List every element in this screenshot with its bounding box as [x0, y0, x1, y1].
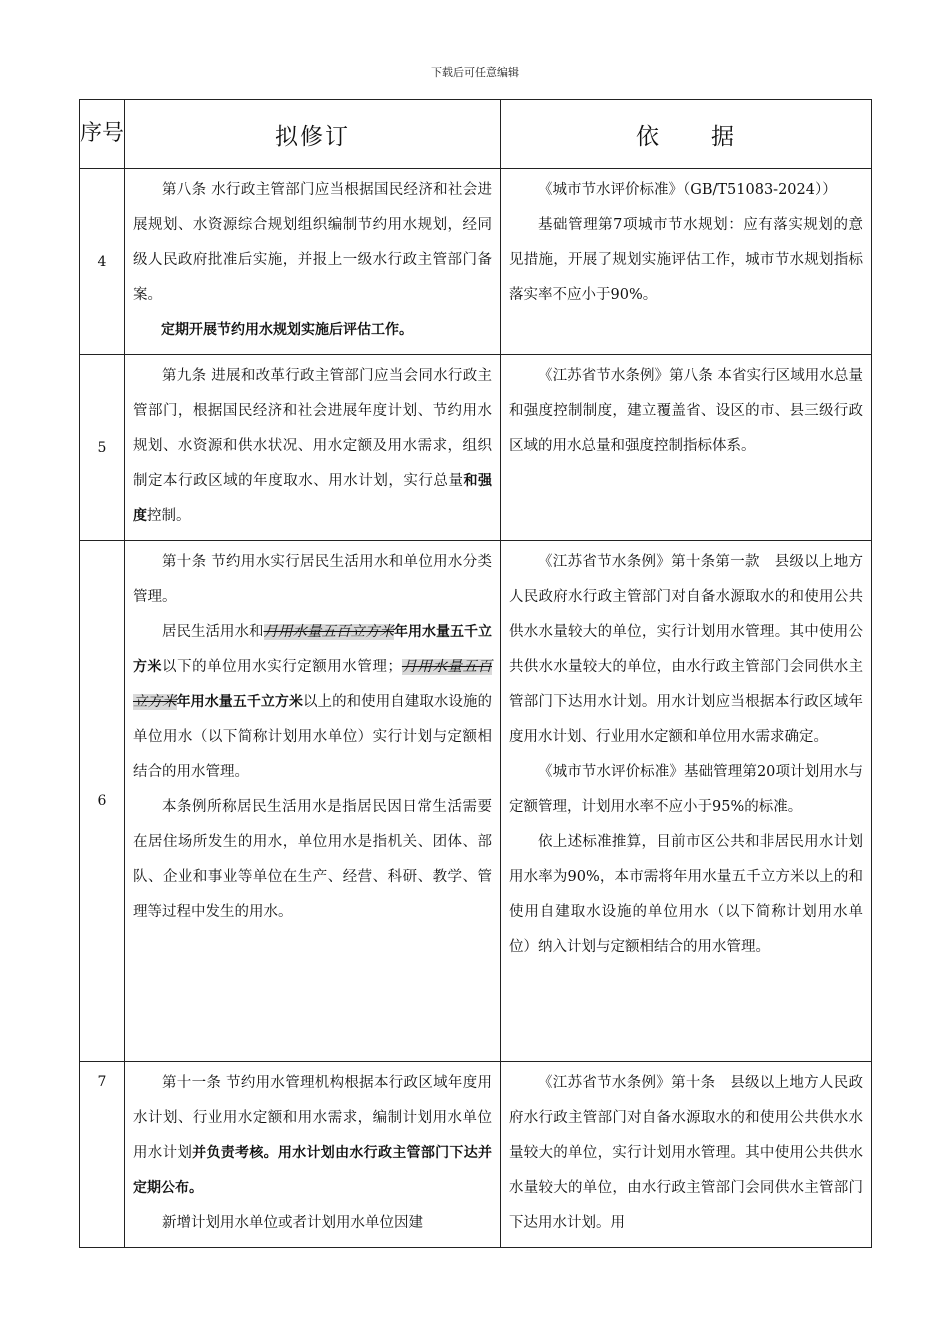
basis-text: 基础管理第7项城市节水规划：应有落实规划的意见措施，开展了规划实施评估工作，城市节水规划指标落实率不应小于90%。	[509, 217, 863, 303]
page-header: 下载后可任意编辑	[431, 66, 519, 79]
modification-text-part: 第十一条 节约用水管理机构根据本行政区域年度用水计划、行业用水定额和用水需求，编制计划用水单位用水计划	[133, 1075, 492, 1161]
table-row	[80, 541, 872, 1062]
modification-text: 第八条 水行政主管部门应当根据国民经济和社会进展规划、水资源综合规划组织编制节约用水规划，经同级人民政府批准后实施，并报上一级水行政主管部门备案。	[133, 182, 492, 303]
deleted-text: 月用水量五百立方米	[133, 659, 493, 710]
modification-text: 本条例所称居民生活用水是指居民因日常生活需要在居住场所发生的用水，单位用水是指机关、团体、部队、企业和事业等单位在生产、经营、科研、教学、管理等过程中发生的用水。	[133, 799, 492, 920]
basis-text: 《城市节水评价标准》（GB/T51083-2024））	[538, 182, 837, 198]
basis-text: 《江苏省节水条例》第八条 本省实行区域用水总量和强度控制制度，建立覆盖省、设区的市、县三级行政区域的用水总量和强度控制指标体系。	[509, 368, 863, 454]
basis-text: 《城市节水评价标准》基础管理第20项计划用水与定额管理，计划用水率不应小于95%的标准。	[509, 764, 863, 815]
modification-text-part: 居民生活用水和	[162, 624, 264, 640]
revision-table	[79, 99, 872, 1248]
modification-cell	[125, 169, 501, 355]
modification-text-part: 以下的单位用水实行定额用水管理；	[162, 659, 402, 675]
modification-text-part: 以上的和使用自建取水设施的单位用水（以下简称计划用水单位）实行计划与定额相结合的用水管理。	[133, 694, 492, 780]
basis-text: 《江苏省节水条例》第十条第一款 县级以上地方人民政府水行政主管部门对自备水源取水的和使用公共供水水量较大的单位，实行计划用水管理。其中使用公共供水水量较大的单位，由水行政主管部门会同供水主管部门下达用水计划。用水计划应当根据本行政区域年度用水计划、行业用水定额和单位用水需求确定。	[509, 554, 863, 745]
row-number: 6	[80, 541, 125, 1062]
modification-text	[133, 359, 492, 534]
row-number-text: 7	[97, 1074, 107, 1090]
column-header-modification: 拟修订	[125, 100, 501, 169]
column-header-seq: 序号	[80, 100, 125, 169]
basis-text: 依上述标准推算，目前市区公共和非居民用水计划用水率为90%，本市需将年用水量五千立方米以上的和使用自建取水设施的单位用水（以下简称计划用水单位）纳入计划与定额相结合的用水管理。	[509, 834, 863, 955]
row-number	[80, 1062, 125, 1248]
modification-text-part: 第九条 进展和改革行政主管部门应当会同水行政主管部门，根据国民经济和社会进展年度计划、节约用水规划、水资源和供水状况、用水定额及用水需求，组织制定本行政区域的年度取水、用水计划，实行总量	[133, 368, 492, 489]
column-header-basis: 依 据	[501, 100, 872, 169]
modification-text	[133, 615, 492, 790]
modification-text: 第十条 节约用水实行居民生活用水和单位用水分类管理。	[133, 554, 492, 605]
basis-text: 《江苏省节水条例》第十条 县级以上地方人民政府水行政主管部门对自备水源取水的和使用公共供水水量较大的单位，实行计划用水管理。其中使用公共供水水量较大的单位，由水行政主管部门会同供水主管部门下达用水计划。用	[509, 1075, 863, 1231]
row-number: 5	[80, 355, 125, 541]
modification-text	[133, 1066, 492, 1206]
basis-cell	[501, 355, 872, 541]
table-row	[80, 169, 872, 355]
modification-added-text: 年用水量五千立方米	[176, 694, 303, 710]
modification-added-text: 定期开展节约用水规划实施后评估工作。	[161, 322, 413, 338]
basis-cell	[501, 1062, 872, 1248]
modification-cell	[125, 1062, 501, 1248]
deleted-text: 月用水量五百立方米	[263, 624, 394, 640]
row-number: 4	[80, 169, 125, 355]
modification-text-part: 控制。	[147, 508, 191, 524]
table-row	[80, 355, 872, 541]
modification-cell	[125, 355, 501, 541]
modification-added-text: 并负责考核。用水计划由水行政主管部门下达并定期公布。	[133, 1145, 493, 1196]
modification-added-text: 和强度	[133, 473, 493, 524]
basis-cell	[501, 169, 872, 355]
modification-text: 新增计划用水单位或者计划用水单位因建	[162, 1215, 423, 1231]
modification-added-text: 年用水量五千立方米	[133, 624, 492, 675]
table-row	[80, 1062, 872, 1248]
table-header-row	[80, 100, 872, 169]
basis-cell	[501, 541, 872, 1062]
modification-cell	[125, 541, 501, 1062]
